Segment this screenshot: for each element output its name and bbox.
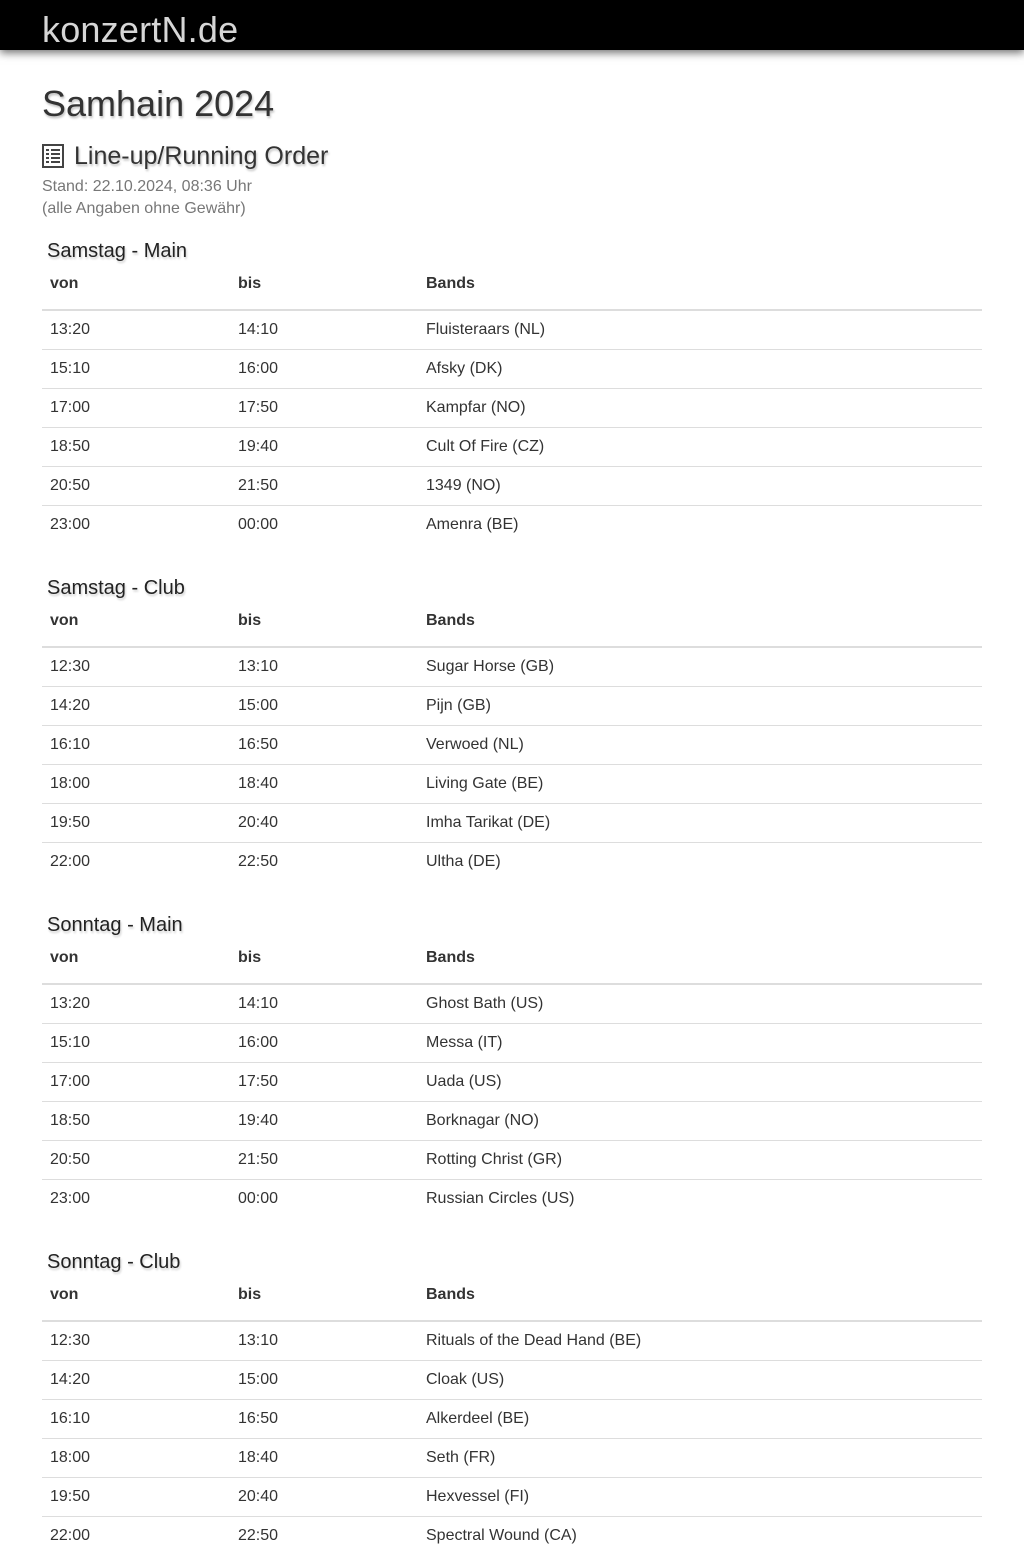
end-time-cell: 20:40	[230, 1478, 418, 1517]
table-header-row	[42, 275, 982, 310]
table-header-row	[42, 1286, 982, 1321]
end-time-cell: 16:50	[230, 726, 418, 765]
band-cell: Cloak (US)	[418, 1361, 982, 1400]
schedule-sections	[42, 238, 982, 1555]
start-time-cell: 14:20	[42, 1361, 230, 1400]
column-header-bands: Bands	[418, 1286, 982, 1321]
band-cell: Seth (FR)	[418, 1439, 982, 1478]
end-time-cell: 16:00	[230, 1024, 418, 1063]
band-cell: Pijn (GB)	[418, 687, 982, 726]
column-header-von: von	[42, 949, 230, 984]
start-time-cell: 18:00	[42, 1439, 230, 1478]
column-header-von: von	[42, 275, 230, 310]
end-time-cell: 14:10	[238, 321, 279, 338]
end-time-cell: 13:10	[238, 1332, 279, 1349]
band-cell: Rotting Christ (GR)	[418, 1141, 982, 1180]
column-header-bis: bis	[230, 1286, 418, 1321]
end-time-cell: 21:50	[230, 467, 418, 506]
table-row	[42, 1063, 982, 1102]
start-time-cell: 16:10	[42, 726, 230, 765]
band-cell: Ghost Bath (US)	[426, 995, 544, 1012]
end-time-cell: 22:50	[230, 1517, 418, 1556]
table-header-row	[42, 949, 982, 984]
end-time-cell: 16:50	[230, 1400, 418, 1439]
table-row	[42, 726, 982, 765]
start-time-cell: 20:50	[42, 467, 230, 506]
schedule-section	[42, 1249, 982, 1555]
start-time-cell: 19:50	[42, 1478, 230, 1517]
end-time-cell: 19:40	[230, 1102, 418, 1141]
table-row	[42, 843, 982, 882]
start-time-cell: 15:10	[42, 1024, 230, 1063]
band-cell: Fluisteraars (NL)	[426, 321, 546, 338]
start-time-cell: 18:00	[42, 765, 230, 804]
column-header-bands: Bands	[418, 612, 982, 647]
band-cell: Russian Circles (US)	[418, 1180, 982, 1219]
end-time-cell: 14:10	[238, 995, 279, 1012]
band-cell: Hexvessel (FI)	[418, 1478, 982, 1517]
section-title: Samstag - Club	[47, 577, 185, 599]
table-row	[42, 1141, 982, 1180]
end-time-cell: 20:40	[230, 804, 418, 843]
band-cell: Living Gate (BE)	[418, 765, 982, 804]
table-row	[42, 310, 982, 350]
band-cell: Borknagar (NO)	[418, 1102, 982, 1141]
band-cell: Ultha (DE)	[418, 843, 982, 882]
band-cell: Rituals of the Dead Hand (BE)	[426, 1332, 642, 1349]
column-header-bands: Bands	[418, 275, 982, 310]
list-icon	[42, 144, 64, 168]
schedule-table	[42, 1286, 982, 1555]
end-time-cell: 18:40	[230, 765, 418, 804]
band-cell: Cult Of Fire (CZ)	[418, 428, 982, 467]
table-row	[42, 1024, 982, 1063]
schedule-table	[42, 275, 982, 544]
lineup-heading-text: Line-up/Running Order	[74, 142, 329, 170]
end-time-cell: 18:40	[230, 1439, 418, 1478]
table-row	[42, 1321, 982, 1361]
table-row	[42, 389, 982, 428]
section-title: Samstag - Main	[47, 240, 188, 262]
band-cell: Uada (US)	[418, 1063, 982, 1102]
table-row	[42, 467, 982, 506]
disclaimer: (alle Angaben ohne Gewähr)	[42, 200, 246, 217]
end-time-cell: 00:00	[230, 1180, 418, 1219]
lineup-heading	[42, 140, 982, 172]
table-row	[42, 687, 982, 726]
column-header-von: von	[42, 612, 230, 647]
top-navbar	[0, 0, 1024, 50]
start-time-cell: 14:20	[42, 687, 230, 726]
start-time-cell: 23:00	[42, 1180, 230, 1219]
column-header-bis: bis	[230, 275, 418, 310]
end-time-cell: 00:00	[230, 506, 418, 545]
column-header-bis: bis	[230, 612, 418, 647]
table-row	[42, 506, 982, 545]
table-header-row	[42, 612, 982, 647]
table-row	[42, 804, 982, 843]
end-time-cell: 22:50	[230, 843, 418, 882]
table-row	[42, 647, 982, 687]
end-time-cell: 17:50	[230, 389, 418, 428]
start-time-cell: 20:50	[42, 1141, 230, 1180]
band-cell: Amenra (BE)	[418, 506, 982, 545]
schedule-table	[42, 949, 982, 1218]
table-row	[42, 428, 982, 467]
table-row	[42, 1400, 982, 1439]
end-time-cell: 15:00	[230, 1361, 418, 1400]
band-cell: 1349 (NO)	[418, 467, 982, 506]
start-time-cell: 13:20	[50, 321, 91, 338]
column-header-bands: Bands	[418, 949, 982, 984]
table-row	[42, 1517, 982, 1556]
schedule-section	[42, 912, 982, 1218]
table-row	[42, 1102, 982, 1141]
start-time-cell: 12:30	[50, 1332, 91, 1349]
end-time-cell: 13:10	[238, 658, 279, 675]
section-title: Sonntag - Club	[47, 1251, 181, 1273]
end-time-cell: 16:00	[230, 350, 418, 389]
table-row	[42, 984, 982, 1024]
table-row	[42, 1478, 982, 1517]
band-cell: Sugar Horse (GB)	[426, 658, 555, 675]
end-time-cell: 19:40	[230, 428, 418, 467]
end-time-cell: 15:00	[230, 687, 418, 726]
stand-info	[42, 176, 982, 220]
page-title: Samhain 2024	[42, 83, 275, 124]
table-row	[42, 1361, 982, 1400]
start-time-cell: 15:10	[42, 350, 230, 389]
band-cell: Imha Tarikat (DE)	[418, 804, 982, 843]
start-time-cell: 17:00	[42, 389, 230, 428]
band-cell: Messa (IT)	[418, 1024, 982, 1063]
start-time-cell: 23:00	[42, 506, 230, 545]
start-time-cell: 22:00	[42, 1517, 230, 1556]
table-row	[42, 765, 982, 804]
start-time-cell: 18:50	[42, 428, 230, 467]
band-cell: Verwoed (NL)	[418, 726, 982, 765]
start-time-cell: 16:10	[42, 1400, 230, 1439]
start-time-cell: 19:50	[42, 804, 230, 843]
end-time-cell: 21:50	[230, 1141, 418, 1180]
start-time-cell: 17:00	[42, 1063, 230, 1102]
band-cell: Spectral Wound (CA)	[418, 1517, 982, 1556]
band-cell: Afsky (DK)	[418, 350, 982, 389]
band-cell: Kampfar (NO)	[418, 389, 982, 428]
end-time-cell: 17:50	[230, 1063, 418, 1102]
band-cell: Alkerdeel (BE)	[418, 1400, 982, 1439]
column-header-bis: bis	[230, 949, 418, 984]
start-time-cell: 22:00	[42, 843, 230, 882]
stand-timestamp: Stand: 22.10.2024, 08:36 Uhr	[42, 178, 252, 195]
table-row	[42, 1439, 982, 1478]
start-time-cell: 12:30	[50, 658, 91, 675]
table-row	[42, 1180, 982, 1219]
section-title: Sonntag - Main	[47, 914, 183, 936]
start-time-cell: 13:20	[50, 995, 91, 1012]
schedule-table	[42, 612, 982, 881]
column-header-von: von	[42, 1286, 230, 1321]
schedule-section	[42, 238, 982, 544]
start-time-cell: 18:50	[42, 1102, 230, 1141]
site-brand-link[interactable]: konzertN.de	[42, 9, 239, 50]
schedule-section	[42, 575, 982, 881]
main-content	[42, 82, 982, 1555]
table-row	[42, 350, 982, 389]
